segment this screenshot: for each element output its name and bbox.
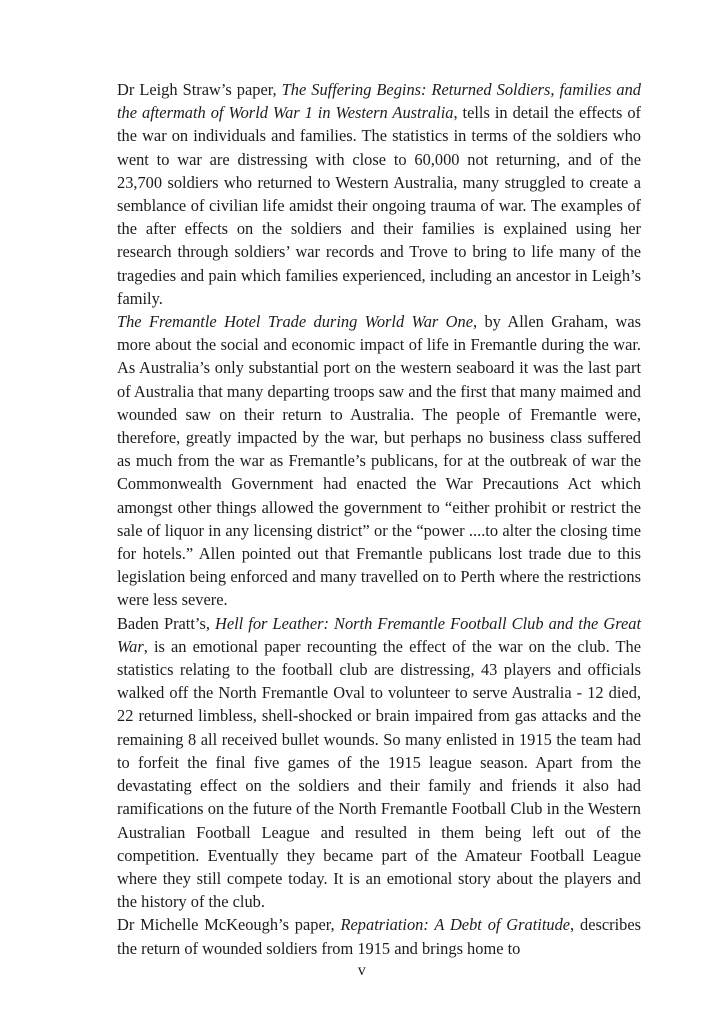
body-text [117,78,641,960]
paragraph-pratt [117,612,641,914]
paragraph-text: Dr Leigh Straw’s paper, [117,80,282,99]
paper-title: The Suffering Begins: Returned Soldiers, families and the aftermath of World War 1 in Western Australia [117,80,641,123]
paragraph-text: , tells in detail the effects of the war on individuals and families. The statistics in terms of the soldiers who went to war are distressing with close to 60,000 not returning, and of the 23,700 soldiers who returned to Western Australia, many struggled to create a semblance of civilian life amidst their ongoing trauma of war. The examples of the after effects on the soldiers and their families is explained using her research through soldiers’ war records and Trove to bring to life many of the tragedies and pain which families experienced, including an ancestor in Leigh’s family. [117,103,641,308]
paragraph-graham [117,310,641,612]
paragraph-mckeough [117,913,641,959]
page-number: v [357,962,367,979]
paper-title: Repatriation: A Debt of Gratitude [340,915,571,935]
paragraph-straw [117,78,641,310]
paper-title: Hell for Leather: North Fremantle Football Club and the Great War [117,613,641,656]
paragraph-text: , is an emotional paper recounting the effect of the war on the club. The statistics relating to the football club are distressing, 43 players and officials walked off the North Fremantle Oval to volunteer to serve Australia - 12 died, 22 returned limbless, shell-shocked or brain impaired from gas attacks and the remaining 8 all received bullet wounds. So many enlisted in 1915 the team had to forfeit the final five games of the 1915 league season. Apart from the devastating effect on the soldiers and their family and friends it also had ramifications on the future of the North Fremantle Football Club in the Western Australian Football League and resulted in them being left out of the competition. Eventually they became part of the Amateur Football League where they still compete today. It is an emotional story about the players and the history of the club. [117,636,641,912]
paragraph-text: , by Allen Graham, was more about the social and economic impact of life in Fremantle during the war. As Australia’s only substantial port on the western seaboard it was the last part of Australia that many departing troops saw and the first that many maimed and wounded saw on their return to Australia. The people of Fremantle were, therefore, greatly impacted by the war, but perhaps no business class suffered as much from the war as Fremantle’s publicans, for at the outbreak of war the Commonwealth Government had enacted the War Precautions Act which amongst other things allowed the government to “either prohibit or restrict the sale of liquor in any licensing district” or the “power ....to alter the closing time for hotels.” Allen pointed out that Fremantle publicans lost trade due to this legislation being enforced and many travelled on to Perth where the restrictions were less severe. [117,312,641,610]
paragraph-text: Baden Pratt’s, [117,613,216,633]
paper-title: The Fremantle Hotel Trade during World War One [117,312,473,332]
paragraph-text: Dr Michelle McKeough’s paper, [117,915,341,935]
paragraph-text: , describes the return of wounded soldiers from 1915 and brings home to [117,915,641,958]
